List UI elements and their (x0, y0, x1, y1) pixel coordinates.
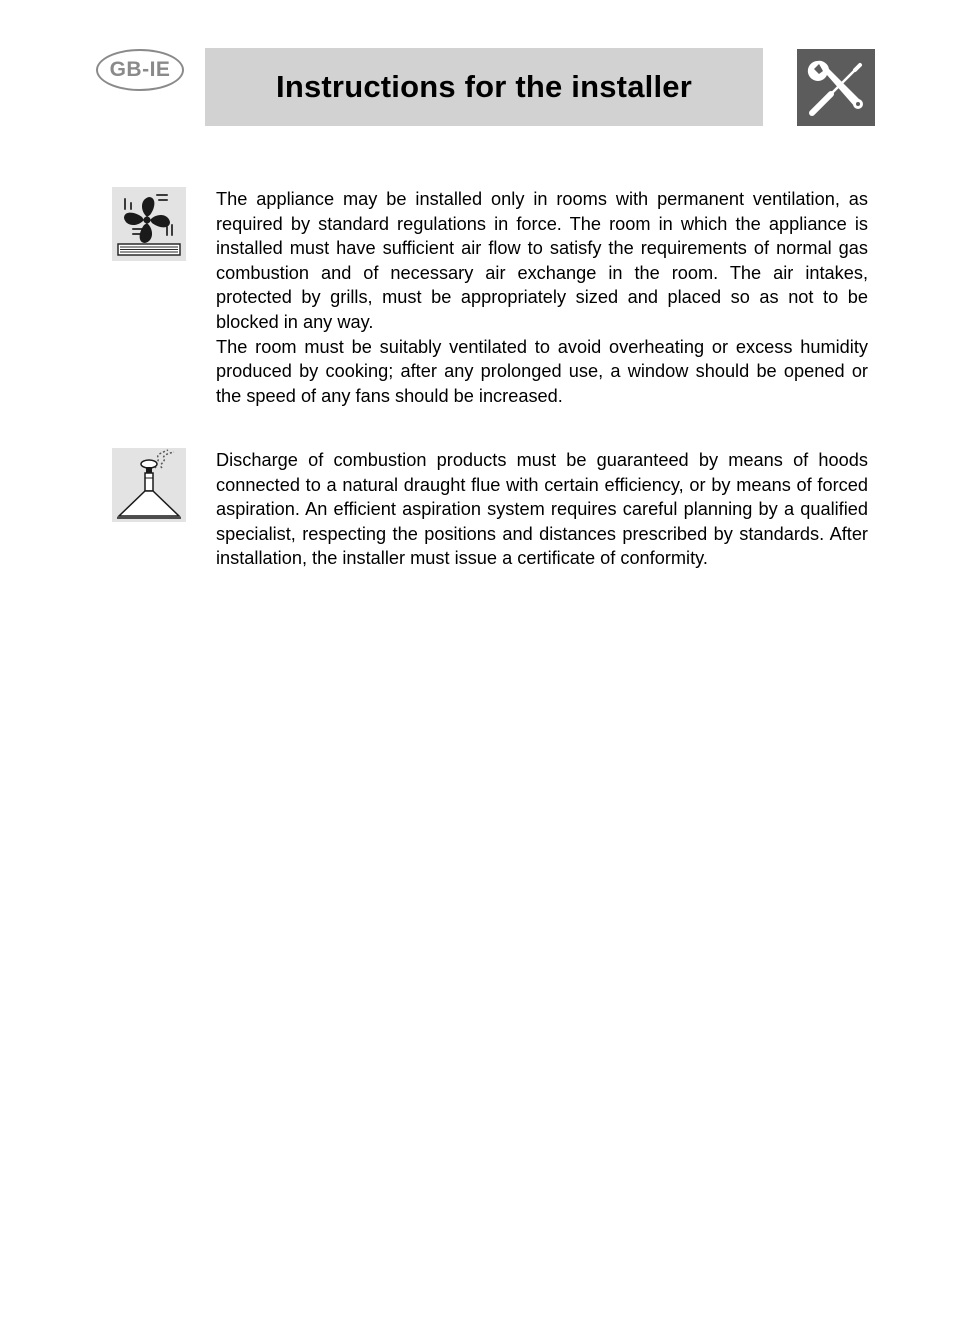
page-title: Instructions for the installer (276, 69, 692, 104)
wrench-screwdriver-icon (797, 49, 875, 126)
title-bar (205, 48, 763, 126)
region-code: GB-IE (109, 58, 171, 81)
discharge-text (216, 448, 868, 571)
hood-flue-smoke-icon (112, 448, 186, 522)
paragraph: The appliance may be installed only in rooms with permanent ventilation, as required by standard regulations in force. The room in which the appliance is installed must have sufficient air flow to satisfy the requirements of normal gas combustion and of necessary air exchange in the room. The air intakes, protected by grills, must be appropriately sized and placed so as not to be blocked in any way. (216, 189, 868, 332)
paragraph: The room must be suitably ventilated to avoid overheating or excess humidity produced by cooking; after any prolonged use, a window should be opened or the speed of any fans should be increased. (216, 336, 868, 406)
paragraph: Discharge of combustion products must be guaranteed by means of hoods connected to a natural draught flue with certain efficiency, or by means of forced aspiration. An efficient aspiration system requires careful planning by a qualified specialist, respecting the positions and distances prescribed by standards. After installation, the installer must issue a certificate of conformity. (216, 450, 868, 569)
ventilation-text (216, 187, 868, 408)
region-badge (96, 49, 184, 91)
fan-vent-icon (112, 187, 186, 261)
